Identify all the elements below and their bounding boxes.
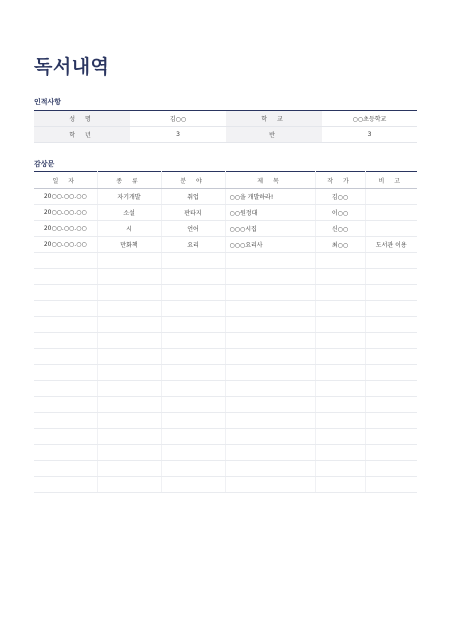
personal-info-table <box>34 110 417 143</box>
empty-cell <box>97 445 161 461</box>
date-cell: 20○○.○○.○○ <box>34 237 97 253</box>
class-label: 반 <box>226 127 322 143</box>
book-title-cell: ○○을 개발하라! <box>225 189 315 205</box>
empty-cell <box>315 349 365 365</box>
empty-cell <box>34 381 97 397</box>
empty-cell <box>97 253 161 269</box>
empty-cell <box>365 301 417 317</box>
table-row <box>34 221 417 237</box>
empty-cell <box>315 333 365 349</box>
school-label: 학 교 <box>226 111 322 127</box>
book-title-cell: ○○원정대 <box>225 205 315 221</box>
empty-cell <box>34 301 97 317</box>
author-cell: 이○○ <box>315 205 365 221</box>
empty-cell <box>225 445 315 461</box>
empty-cell <box>161 269 225 285</box>
empty-cell <box>365 429 417 445</box>
empty-cell <box>315 429 365 445</box>
empty-cell <box>225 461 315 477</box>
empty-cell <box>97 413 161 429</box>
name-value: 김○○ <box>130 111 226 127</box>
header-date: 일 자 <box>34 172 97 189</box>
empty-cell <box>315 253 365 269</box>
type-cell: 자기개발 <box>97 189 161 205</box>
empty-cell <box>365 349 417 365</box>
empty-cell <box>365 397 417 413</box>
empty-cell <box>97 397 161 413</box>
empty-cell <box>225 397 315 413</box>
empty-cell <box>315 477 365 493</box>
empty-cell <box>225 269 315 285</box>
author-cell: 신○○ <box>315 221 365 237</box>
header-note: 비 고 <box>365 172 417 189</box>
date-cell: 20○○.○○.○○ <box>34 205 97 221</box>
empty-row <box>34 381 417 397</box>
empty-cell <box>34 253 97 269</box>
empty-cell <box>161 461 225 477</box>
empty-cell <box>365 445 417 461</box>
empty-cell <box>34 429 97 445</box>
empty-cell <box>34 445 97 461</box>
field-cell: 취업 <box>161 189 225 205</box>
empty-cell <box>97 317 161 333</box>
book-title-cell: ○○○요리사 <box>225 237 315 253</box>
header-author: 작 가 <box>315 172 365 189</box>
note-cell <box>365 189 417 205</box>
empty-cell <box>161 349 225 365</box>
empty-row <box>34 461 417 477</box>
page-title: 독서내역 <box>34 56 110 78</box>
type-cell: 소설 <box>97 205 161 221</box>
class-value: 3 <box>322 127 417 143</box>
author-cell: 최○○ <box>315 237 365 253</box>
empty-cell <box>365 461 417 477</box>
empty-cell <box>97 477 161 493</box>
grade-value: 3 <box>130 127 226 143</box>
date-cell: 20○○.○○.○○ <box>34 189 97 205</box>
grade-label: 학 년 <box>34 127 130 143</box>
empty-cell <box>161 301 225 317</box>
empty-cell <box>34 365 97 381</box>
empty-row <box>34 301 417 317</box>
empty-cell <box>315 461 365 477</box>
table-row <box>34 205 417 221</box>
empty-row <box>34 397 417 413</box>
empty-cell <box>365 477 417 493</box>
empty-cell <box>225 253 315 269</box>
empty-cell <box>34 317 97 333</box>
field-cell: 판타지 <box>161 205 225 221</box>
info-row-name <box>34 111 417 127</box>
empty-cell <box>161 477 225 493</box>
table-row <box>34 237 417 253</box>
empty-cell <box>161 365 225 381</box>
empty-cell <box>34 477 97 493</box>
empty-cell <box>34 333 97 349</box>
type-cell: 시 <box>97 221 161 237</box>
empty-row <box>34 253 417 269</box>
empty-cell <box>315 285 365 301</box>
empty-cell <box>225 285 315 301</box>
empty-cell <box>161 285 225 301</box>
header-field: 분 야 <box>161 172 225 189</box>
table-row <box>34 189 417 205</box>
type-cell: 만화책 <box>97 237 161 253</box>
empty-cell <box>161 253 225 269</box>
name-label: 성 명 <box>34 111 130 127</box>
date-cell: 20○○.○○.○○ <box>34 221 97 237</box>
empty-row <box>34 349 417 365</box>
empty-cell <box>225 349 315 365</box>
empty-cell <box>225 365 315 381</box>
empty-cell <box>365 285 417 301</box>
empty-cell <box>225 381 315 397</box>
empty-cell <box>97 301 161 317</box>
empty-cell <box>225 301 315 317</box>
empty-cell <box>315 413 365 429</box>
personal-info-heading: 인적사항 <box>34 98 62 106</box>
empty-cell <box>225 317 315 333</box>
empty-cell <box>161 397 225 413</box>
author-cell: 김○○ <box>315 189 365 205</box>
empty-row <box>34 429 417 445</box>
empty-cell <box>34 269 97 285</box>
empty-cell <box>315 445 365 461</box>
empty-cell <box>315 381 365 397</box>
empty-cell <box>161 333 225 349</box>
empty-cell <box>97 365 161 381</box>
reading-log-table <box>34 171 417 493</box>
book-title-cell: ○○○시집 <box>225 221 315 237</box>
empty-cell <box>161 413 225 429</box>
empty-cell <box>315 365 365 381</box>
empty-row <box>34 365 417 381</box>
review-log-heading: 감상문 <box>34 160 55 168</box>
empty-cell <box>97 381 161 397</box>
empty-row <box>34 317 417 333</box>
empty-cell <box>97 429 161 445</box>
empty-row <box>34 445 417 461</box>
empty-row <box>34 333 417 349</box>
empty-cell <box>161 317 225 333</box>
empty-cell <box>34 413 97 429</box>
empty-cell <box>315 397 365 413</box>
empty-row <box>34 477 417 493</box>
empty-cell <box>34 349 97 365</box>
field-cell: 요리 <box>161 237 225 253</box>
empty-cell <box>225 429 315 445</box>
empty-cell <box>225 413 315 429</box>
empty-cell <box>161 445 225 461</box>
school-value: ○○초등학교 <box>322 111 417 127</box>
empty-cell <box>34 461 97 477</box>
reading-log-body <box>34 189 417 493</box>
field-cell: 언어 <box>161 221 225 237</box>
empty-cell <box>365 381 417 397</box>
empty-row <box>34 285 417 301</box>
empty-cell <box>365 365 417 381</box>
header-book-title: 제 목 <box>225 172 315 189</box>
empty-cell <box>97 349 161 365</box>
note-cell <box>365 205 417 221</box>
empty-cell <box>365 333 417 349</box>
empty-cell <box>34 285 97 301</box>
empty-cell <box>315 269 365 285</box>
note-cell <box>365 221 417 237</box>
empty-cell <box>365 413 417 429</box>
reading-log-header-row <box>34 172 417 189</box>
empty-cell <box>34 397 97 413</box>
note-cell: 도서관 이용 <box>365 237 417 253</box>
empty-cell <box>97 333 161 349</box>
empty-cell <box>315 301 365 317</box>
empty-cell <box>161 381 225 397</box>
empty-cell <box>315 317 365 333</box>
empty-cell <box>225 333 315 349</box>
empty-cell <box>97 461 161 477</box>
empty-cell <box>97 269 161 285</box>
empty-row <box>34 413 417 429</box>
empty-cell <box>225 477 315 493</box>
empty-cell <box>97 285 161 301</box>
empty-cell <box>161 429 225 445</box>
info-row-grade <box>34 127 417 143</box>
empty-cell <box>365 269 417 285</box>
empty-cell <box>365 317 417 333</box>
header-type: 종 류 <box>97 172 161 189</box>
empty-cell <box>365 253 417 269</box>
empty-row <box>34 269 417 285</box>
